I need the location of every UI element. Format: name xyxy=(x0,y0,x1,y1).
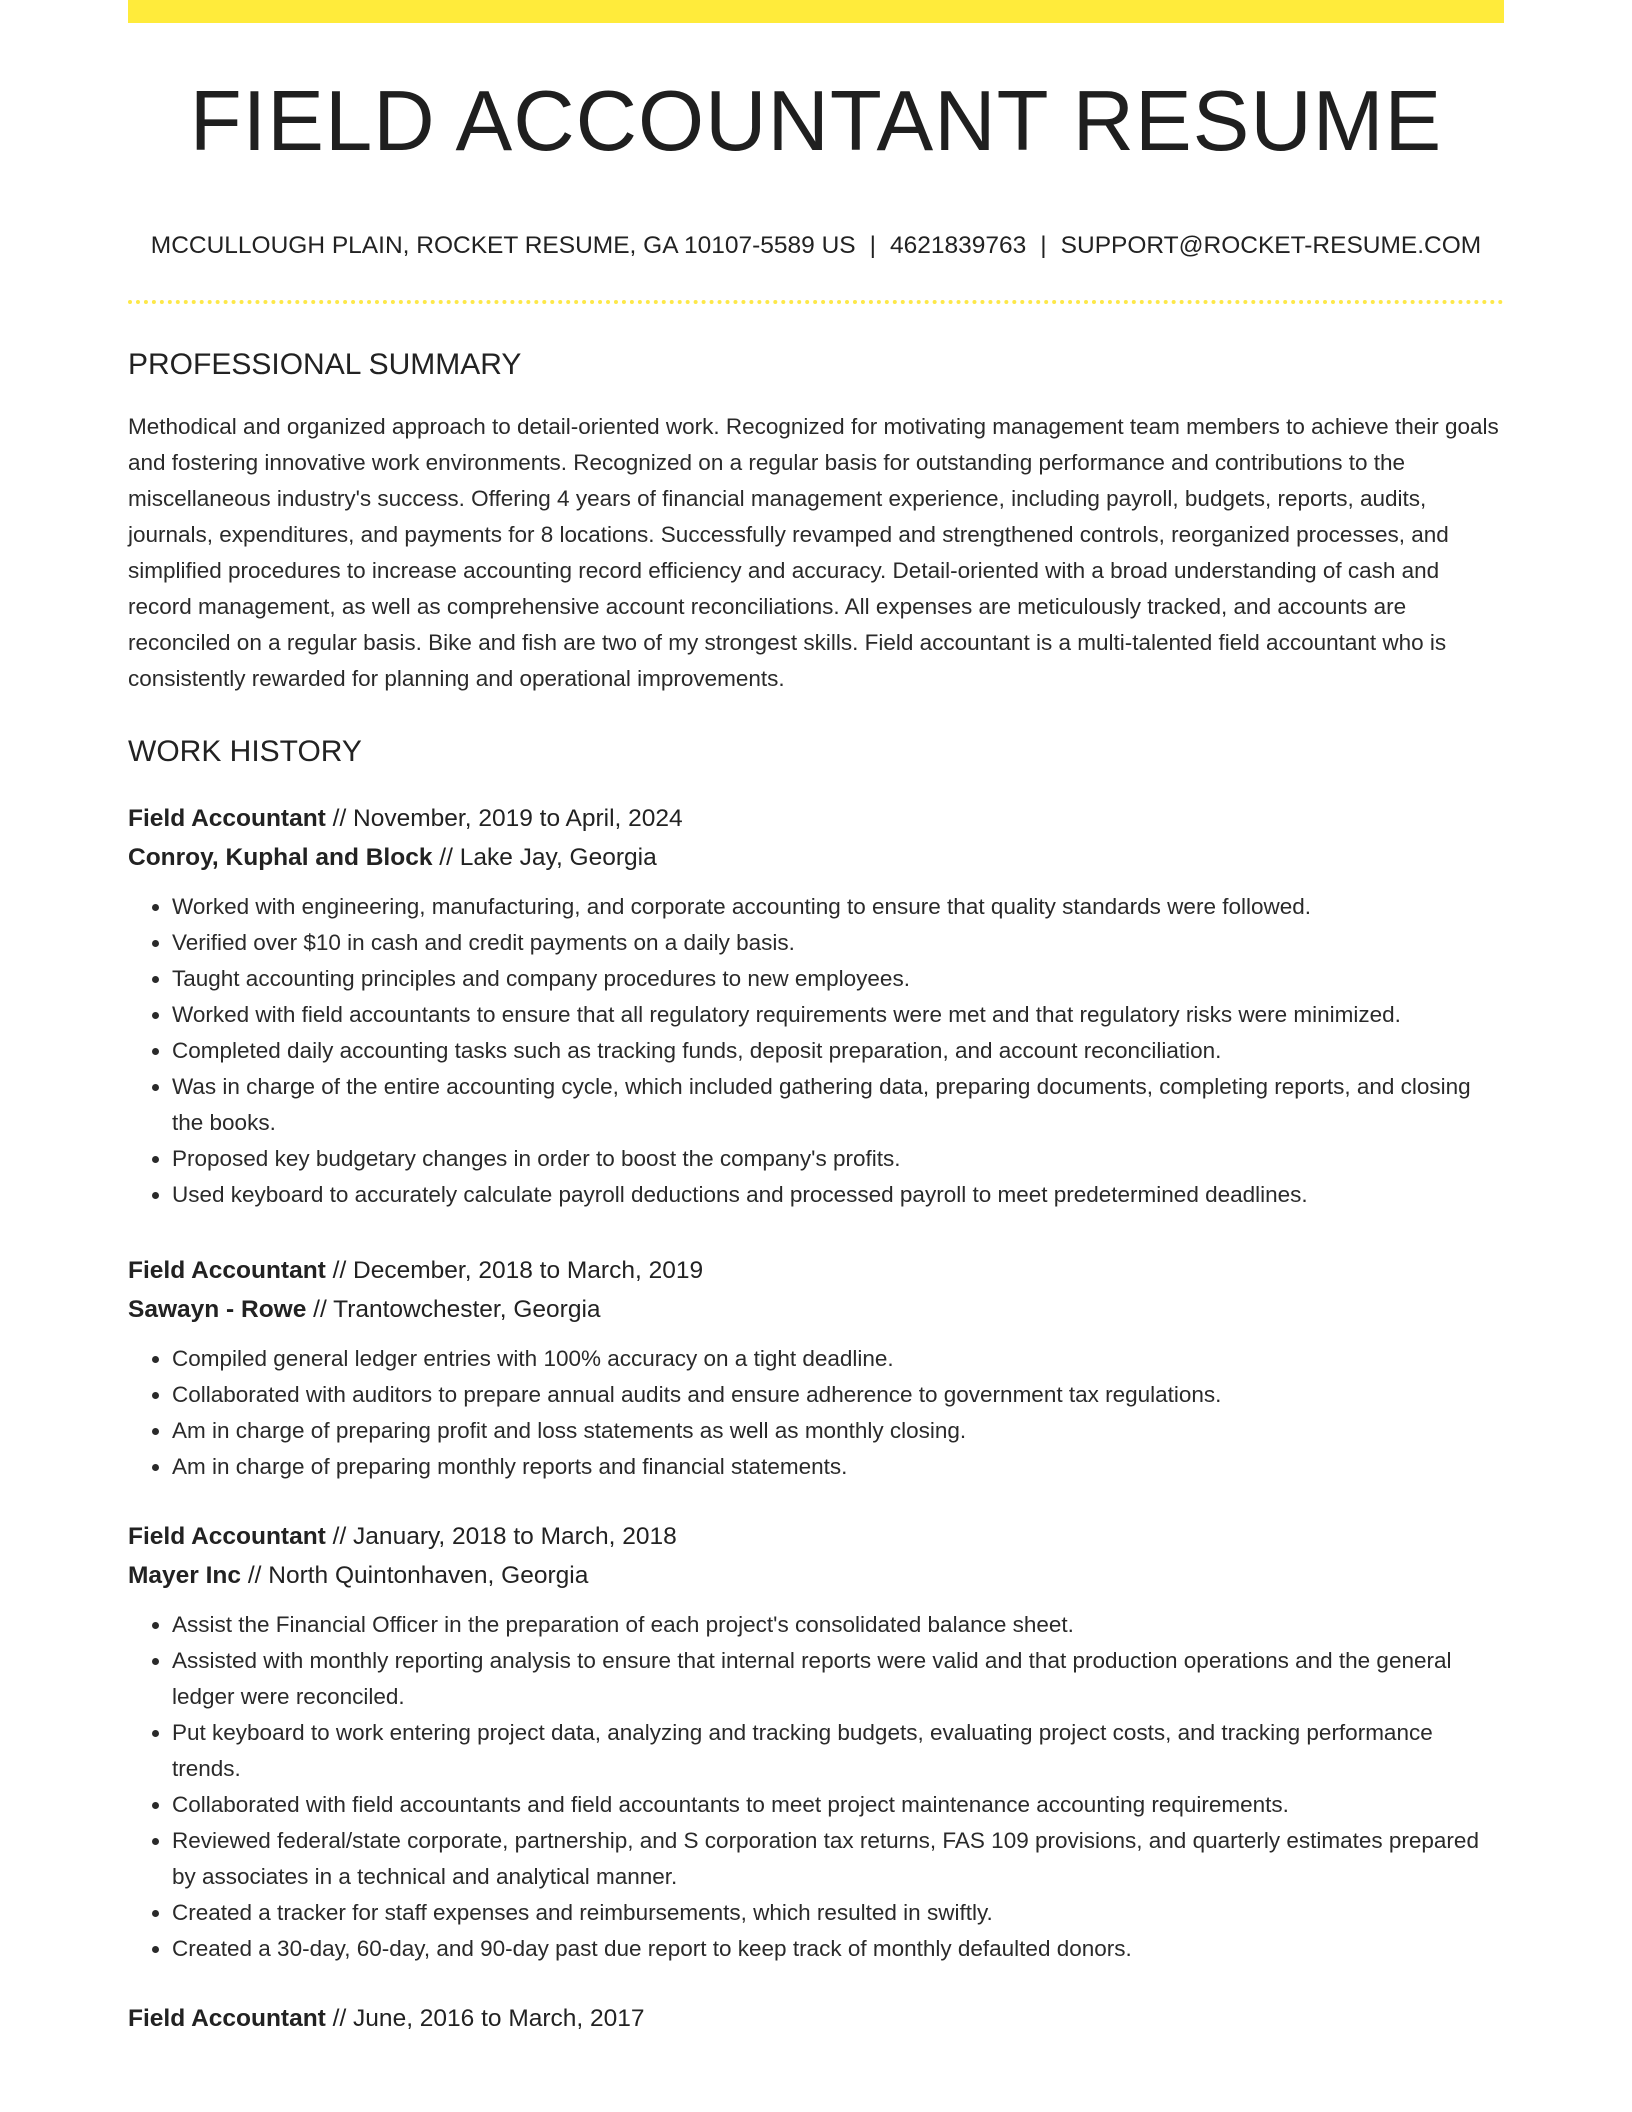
job-bullet: • Reviewed federal/state corporate, partnership, and S corporation tax returns, FAS 109 provisions, and quarterly estimates prepared by associates in a technical and analytical manner. xyxy=(172,1823,1504,1895)
job-entry xyxy=(128,799,1504,1213)
job-bullet: • Proposed key budgetary changes in order to boost the company's profits. xyxy=(172,1141,1504,1177)
resume-title: FIELD ACCOUNTANT RESUME xyxy=(189,74,1443,169)
job-location: // Trantowchester, Georgia xyxy=(313,1296,601,1323)
job-dates: // December, 2018 to March, 2019 xyxy=(332,1257,704,1284)
job-bullet: • Worked with field accountants to ensure that all regulatory requirements were met and that regulatory risks were minimized. xyxy=(172,997,1504,1033)
job-dates: // November, 2019 to April, 2024 xyxy=(332,805,683,832)
job-bullet: • Am in charge of preparing monthly reports and financial statements. xyxy=(172,1449,1504,1485)
accent-top-bar xyxy=(128,0,1504,23)
job-title-line xyxy=(128,1251,1504,1290)
job-title: Field Accountant xyxy=(128,1523,326,1550)
job-company-line xyxy=(128,838,1504,877)
job-entry xyxy=(128,1251,1504,1485)
job-bullet: • Put keyboard to work entering project data, analyzing and tracking budgets, evaluating project costs, and tracking performance trends. xyxy=(172,1715,1504,1787)
job-title: Field Accountant xyxy=(128,2005,326,2032)
job-bullet: • Am in charge of preparing profit and loss statements as well as monthly closing. xyxy=(172,1413,1504,1449)
contact-separator: | xyxy=(1040,232,1047,259)
contact-separator: | xyxy=(869,232,877,259)
dotted-divider xyxy=(128,300,1504,304)
contact-email: SUPPORT@ROCKET-RESUME.COM xyxy=(1060,232,1482,259)
job-bullet: • Worked with engineering, manufacturing, and corporate accounting to ensure that quality standards were followed. xyxy=(172,889,1504,925)
job-bullet: • Assisted with monthly reporting analysis to ensure that internal reports were valid and that production operations and the general ledger were reconciled. xyxy=(172,1643,1504,1715)
work-history-heading: WORK HISTORY xyxy=(128,735,362,768)
job-company: Sawayn - Rowe xyxy=(128,1296,307,1323)
job-company: Conroy, Kuphal and Block xyxy=(128,844,433,871)
summary-text: Methodical and organized approach to detail-oriented work. Recognized for motivating management team members to achieve their goals and fostering innovative work environments. Recognized on a regular basis for outstanding performance and contributions to the miscellaneous industry's success. Offering 4 years of financial management experience, including payroll, budgets, reports, audits, journals, expenditures, and payments for 8 locations. Successfully revamped and strengthened controls, reorganized processes, and simplified procedures to increase accounting record efficiency and accuracy. Detail-oriented with a broad understanding of cash and record management, as well as comprehensive account reconciliations. All expenses are meticulously tracked, and accounts are reconciled on a regular basis. Bike and fish are two of my strongest skills. Field accountant is a multi-talented field accountant who is consistently rewarded for planning and operational improvements. xyxy=(128,414,1499,691)
job-bullets xyxy=(128,1341,1504,1485)
job-title: Field Accountant xyxy=(128,805,326,832)
job-bullets xyxy=(128,1607,1504,1967)
job-company: Mayer Inc xyxy=(128,1562,242,1589)
job-bullet: • Used keyboard to accurately calculate payroll deductions and processed payroll to meet predetermined deadlines. xyxy=(172,1177,1504,1213)
contact-line xyxy=(128,232,1504,260)
job-bullet: • Collaborated with field accountants and field accountants to meet project maintenance accounting requirements. xyxy=(172,1787,1504,1823)
summary-heading: PROFESSIONAL SUMMARY xyxy=(128,348,522,381)
job-bullet: • Verified over $10 in cash and credit payments on a daily basis. xyxy=(172,925,1504,961)
job-title-line xyxy=(128,1999,1504,2038)
job-title-line xyxy=(128,799,1504,838)
job-bullet: • Created a 30-day, 60-day, and 90-day past due report to keep track of monthly defaulted donors. xyxy=(172,1931,1504,1967)
job-entry xyxy=(128,1999,1504,2038)
job-entry xyxy=(128,1517,1504,1967)
job-location: // Lake Jay, Georgia xyxy=(439,844,657,871)
contact-address: MCCULLOUGH PLAIN, ROCKET RESUME, GA 10107-5589 US xyxy=(150,232,856,259)
job-bullet: • Was in charge of the entire accounting cycle, which included gathering data, preparing documents, completing reports, and closing the books. xyxy=(172,1069,1504,1141)
job-title: Field Accountant xyxy=(128,1257,326,1284)
resume-page xyxy=(128,0,1504,2038)
job-bullet: • Taught accounting principles and company procedures to new employees. xyxy=(172,961,1504,997)
job-company-line xyxy=(128,1556,1504,1595)
job-bullet: • Collaborated with auditors to prepare annual audits and ensure adherence to government tax regulations. xyxy=(172,1377,1504,1413)
job-bullets xyxy=(128,889,1504,1213)
job-company-line xyxy=(128,1290,1504,1329)
job-dates: // January, 2018 to March, 2018 xyxy=(332,1523,677,1550)
job-dates: // June, 2016 to March, 2017 xyxy=(332,2005,645,2032)
job-bullet: • Assist the Financial Officer in the preparation of each project's consolidated balance sheet. xyxy=(172,1607,1504,1643)
job-bullet: • Created a tracker for staff expenses and reimbursements, which resulted in swiftly. xyxy=(172,1895,1504,1931)
job-bullet: • Compiled general ledger entries with 100% accuracy on a tight deadline. xyxy=(172,1341,1504,1377)
job-title-line xyxy=(128,1517,1504,1556)
job-bullet: • Completed daily accounting tasks such as tracking funds, deposit preparation, and account reconciliation. xyxy=(172,1033,1504,1069)
job-location: // North Quintonhaven, Georgia xyxy=(247,1562,589,1589)
contact-phone: 4621839763 xyxy=(890,232,1027,259)
